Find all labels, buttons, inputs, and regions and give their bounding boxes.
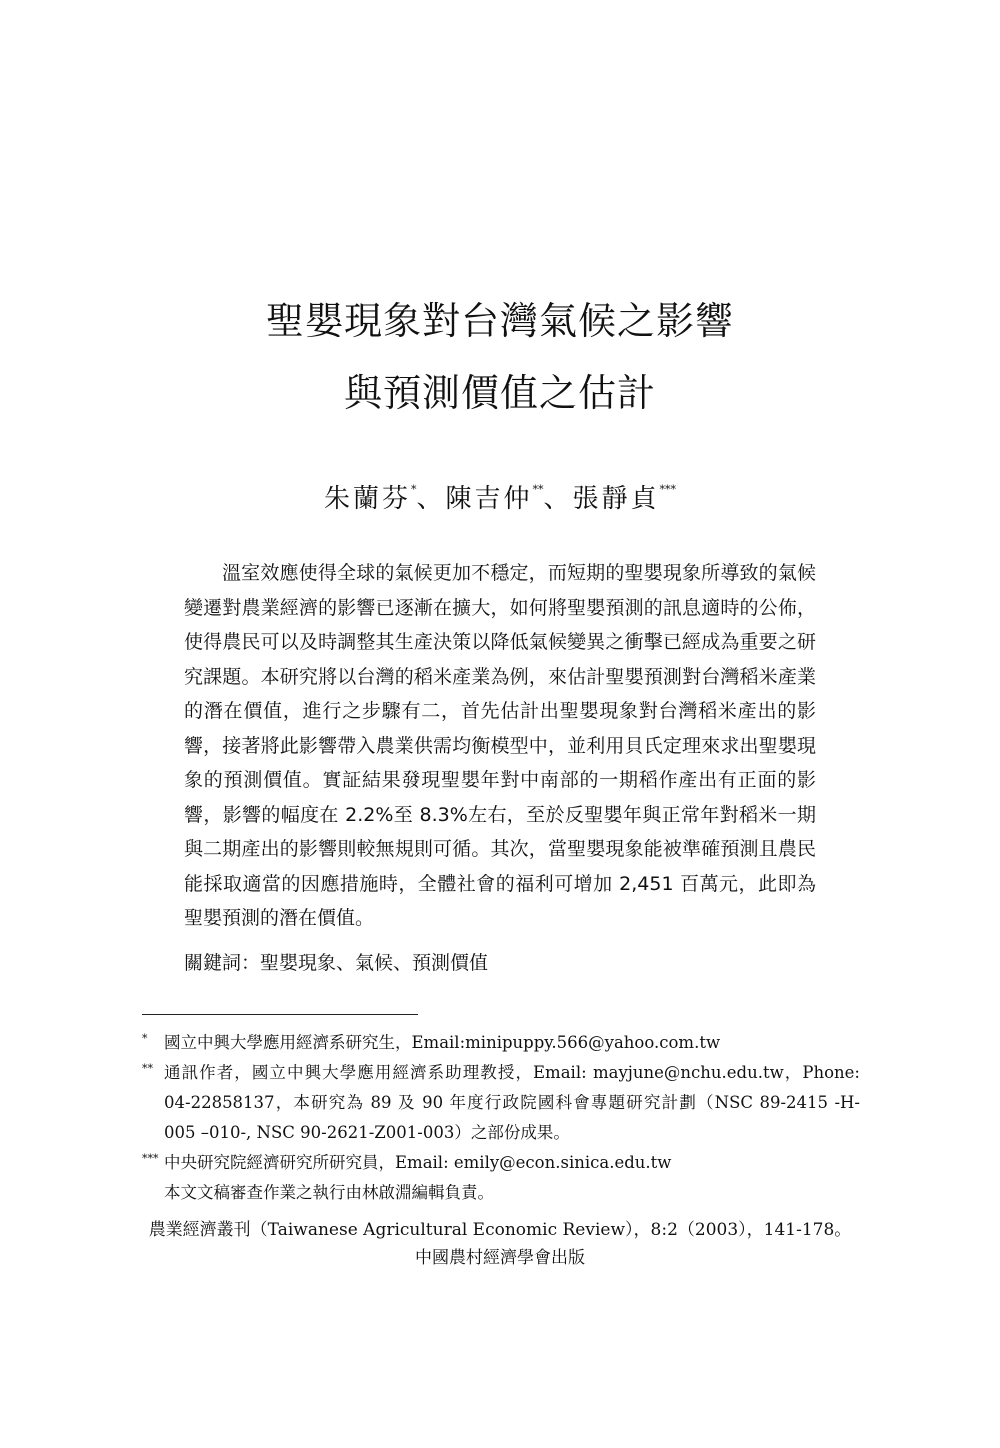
paper-title-line-1: 聖嬰現象對台灣氣候之影響 (265, 299, 734, 343)
author-list (0, 478, 1000, 515)
footnote-mark: *** (142, 1152, 159, 1165)
paper-title-line-2: 與預測價值之估計 (343, 371, 656, 415)
author-separator: 、 (543, 484, 573, 514)
journal-publisher: 中國農村經濟學會出版 (415, 1248, 585, 1268)
footnote-text: 本文文稿審查作業之執行由林啟淵編輯負責。 (164, 1183, 494, 1202)
author-separator: 、 (416, 484, 446, 514)
footnote-item (142, 1178, 860, 1208)
abstract-paragraph: 溫室效應使得全球的氣候更加不穩定，而短期的聖嬰現象所導致的氣候變遷對農業經濟的影響已逐漸在擴大，如何將聖嬰預測的訊息適時的公佈，使得農民可以及時調整其生產決策以降低氣候變異之衝擊已經成為重要之研究課題。本研究將以台灣的稻米產業為例，來估計聖嬰預測對台灣稻米產業的潛在價值，進行之步驟有二，首先估計出聖嬰現象對台灣稻米產出的影響，接著將此影響帶入農業供需均衡模型中，並利用貝氏定理來求出聖嬰現象的預測價值。實証結果發現聖嬰年對中南部的一期稻作產出有正面的影響，影響的幅度在 2.2%至 8.3%左右，至於反聖嬰年與正常年對稻米一期與二期產出的影響則較無規則可循。其次，當聖嬰現象能被準確預測且農民能採取適當的因應措施時，全體社會的福利可增加 2,451 百萬元，此即為聖嬰預測的潛在價值。 (184, 562, 816, 929)
author-footnote-mark: *** (659, 483, 677, 496)
author-footnote-mark: * (410, 483, 417, 496)
author-name: 朱蘭芬 (323, 484, 411, 514)
footnote-text: 通訊作者，國立中興大學應用經濟系助理教授，Email: mayjune@nchu.edu.tw，Phone: 04-22858137，本研究為 89 及 90 年度行政院國科會專題研究計劃（NSC 89-2415 -H- 005 –010-, NSC 90-2621-Z001-003）之部份成果。 (164, 1063, 860, 1142)
footnotes (142, 1028, 860, 1208)
journal-citation: 農業經濟叢刊（Taiwanese Agricultural Economic Review），8:2（2003），141-178。 (148, 1220, 852, 1240)
footnote-item (142, 1148, 860, 1178)
footnote-item (142, 1058, 860, 1148)
footnote-text: 國立中興大學應用經濟系研究生，Email:minipuppy.566@yahoo.com.tw (164, 1033, 721, 1052)
author-name: 張靜貞 (572, 484, 660, 514)
author-name: 陳吉仲 (445, 484, 533, 514)
journal-info (0, 1216, 1000, 1272)
footnote-mark: * (142, 1032, 148, 1045)
keywords: 關鍵詞：聖嬰現象、氣候、預測價值 (184, 952, 489, 974)
footnote-mark: ** (142, 1062, 153, 1075)
footnote-divider (142, 1014, 418, 1015)
footnote-item (142, 1028, 860, 1058)
footnote-text: 中央研究院經濟研究所研究員，Email: emily@econ.sinica.edu.tw (164, 1153, 672, 1172)
author-footnote-mark: ** (532, 483, 544, 496)
